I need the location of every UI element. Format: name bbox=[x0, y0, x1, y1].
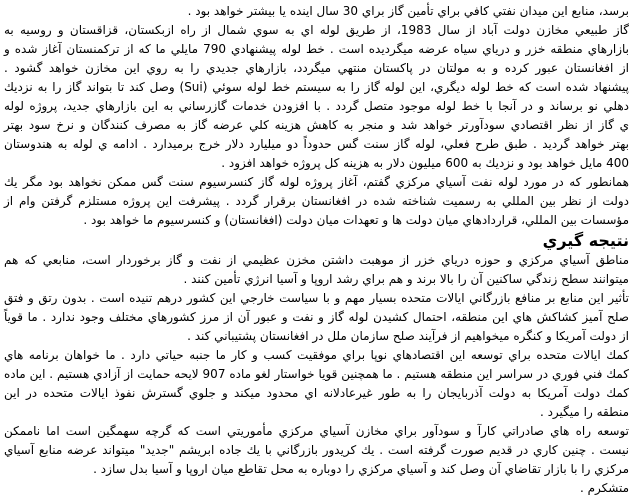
paragraph-region-resources bbox=[4, 251, 629, 289]
text-line: منطقه را ميگيرد . bbox=[539, 405, 629, 419]
text-line: ي گاز از نظر اقتصادي سودآورتر خواهد شد و منجر به كاهش هزينه كلي عرضه گاز به مصرف كنندگان و نرخ سود بهتر bbox=[4, 118, 629, 132]
paragraph-consortium-conditions bbox=[4, 173, 629, 230]
section-heading-conclusion: نتيجه گيري bbox=[542, 231, 629, 250]
text-line: صلح آميز كشاكش هاي اين منطقه، احتمال كشيدن لوله گاز و نفت و عبور آن از مرز كشورهاي مختلف وجود ندارد . ما قوياً bbox=[4, 310, 629, 324]
text-line: كمك دولت آمريكا به دولت آذربايجان را به طور غيرعادلانه اي محدود ميكند و جلوي گسترش نفوذ ايالات متحده در اين bbox=[4, 386, 629, 400]
text-line: دولت از نظر بين المللي به رسميت شناخته شده در افغانستان برقرار گردد . پيشرفت اين پروژه مستلزم گرفتن وام از bbox=[4, 194, 629, 208]
text-line: برسد، منابع اين ميدان نفتي كافي براي تأمين گاز براي 30 سال اينده يا بيشتر خواهد بود . bbox=[187, 4, 629, 18]
paragraph-us-aid-section-907 bbox=[4, 346, 629, 422]
text-line: مركزي را با بازار تقاضاي آن وصل كند و آسياي مركزي را دوباره به محل تقاطع ميان اروپا و آسيا بدل سازد . bbox=[93, 462, 629, 476]
text-line: از دولت آمريكا و كنگره ميخواهيم از فرآيند صلح سازمان ملل در افغانستان پشتيباني كند . bbox=[187, 329, 629, 343]
text-line: تأثير اين منابع بر منافع بازرگاني ايالات متحده بسيار مهم و با سياست خارجي اين كشور درهم تنيده است . بدون رتق و فتق bbox=[4, 291, 629, 305]
paragraph-us-interests bbox=[4, 289, 629, 346]
paragraph-thanks bbox=[4, 479, 629, 498]
text-line: كمك ايالات متحده براي توسعه اين اقتصادهاي نوپا براي موفقيت كسب و كار ما جنبه حياتي دارد . ما خواهان برنامه هاي bbox=[4, 348, 629, 362]
paragraph-intro-tail bbox=[4, 2, 629, 21]
text-line: 400 مايل خواهد بود و نزديك به 600 ميليون دلار به هزينه كل پروژه خواهد افزود . bbox=[221, 156, 629, 170]
text-line: نيست . چنين كاري در قديم صورت گرفته است . يك كريدور بازرگاني با يك جاده ابريشم "جديد" ميتواند عرضه منابع آسياي bbox=[4, 443, 629, 457]
text-line: دهلي نو برساند و در آنجا با خط لوله موجود متصل گردد . با افزودن خدمات گازرساني به اين بازارهاي جديد، پروژه لوله bbox=[4, 99, 629, 113]
text-line: همانطور كه در مورد لوله نفت آسياي مركزي گفتم، آغاز پروژه لوله گاز كنسرسيوم سنت گس ممكن نخواهد بود مگر يك bbox=[4, 175, 629, 189]
text-line: توسعه راه هاي صادراتي كارآ و سودآور براي مخازن آسياي مركزي مأموريتي است كه گرچه سهمگين است اما ناممكن bbox=[4, 424, 629, 438]
text-line: متشكرم . bbox=[579, 481, 629, 495]
paragraph-silk-road bbox=[4, 422, 629, 479]
text-line: بازارهاي منطقه خزر و درياي سياه عرضه ميگرديده است . خط لوله پيشنهادي 790 مايلي ما كه از تركمنستان آغاز شده و bbox=[4, 42, 629, 56]
text-line: پيشنهاد شده است كه خط لوله ديگري، اين لوله گاز را به سيستم خط لوله سوئي (Sui) وصل كند تا بتواند گاز را به نزديك bbox=[4, 80, 629, 94]
paragraph-dauletabad-gas bbox=[4, 21, 629, 173]
text-line: از افغانستان عبور كرده و به مولتان در پاكستان منتهي ميگردد، بازارهاي جديدي را به روي اين مخازن خواهد گشود . bbox=[4, 61, 629, 75]
text-line: بهتر خواهد گرديد . طبق طرح فعلي، لوله گاز سنت گس حدوداً دو ميليارد دلار خرج برميدارد . ادامه ي لوله به هندوستان bbox=[4, 137, 629, 151]
text-line: گاز طبيعي مخازن دولت آباد از سال 1983، از طريق لوله اي به سوي شمال از راه ازبكستان، قزاقستان و روسيه به bbox=[4, 23, 629, 37]
text-line: كمك فني فوري در سراسر اين منطقه هستيم . ما همچنين قويا خواستار لغو ماده 907 لايحه حمايت از آزادي هستيم . اين ماده bbox=[4, 367, 629, 381]
text-line: ميتوانند سطح زندگي ساكنين آن را بالا برند و هم براي رشد اروپا و آسيا انرژي تأمين كنند . bbox=[183, 272, 629, 286]
text-line: مؤسسات بين المللي، قراردادهاي ميان دولت ها و تعهدات ميان دولت (افغانستان) و كنسرسيوم ما خواهد بود . bbox=[83, 213, 629, 227]
text-line: مناطق آسياي مركزي و حوزه درياي خزر از موهبت داشتن مخزن عظيمي از نفت و گاز برخوردار است، منابعي كه هم bbox=[4, 253, 629, 267]
